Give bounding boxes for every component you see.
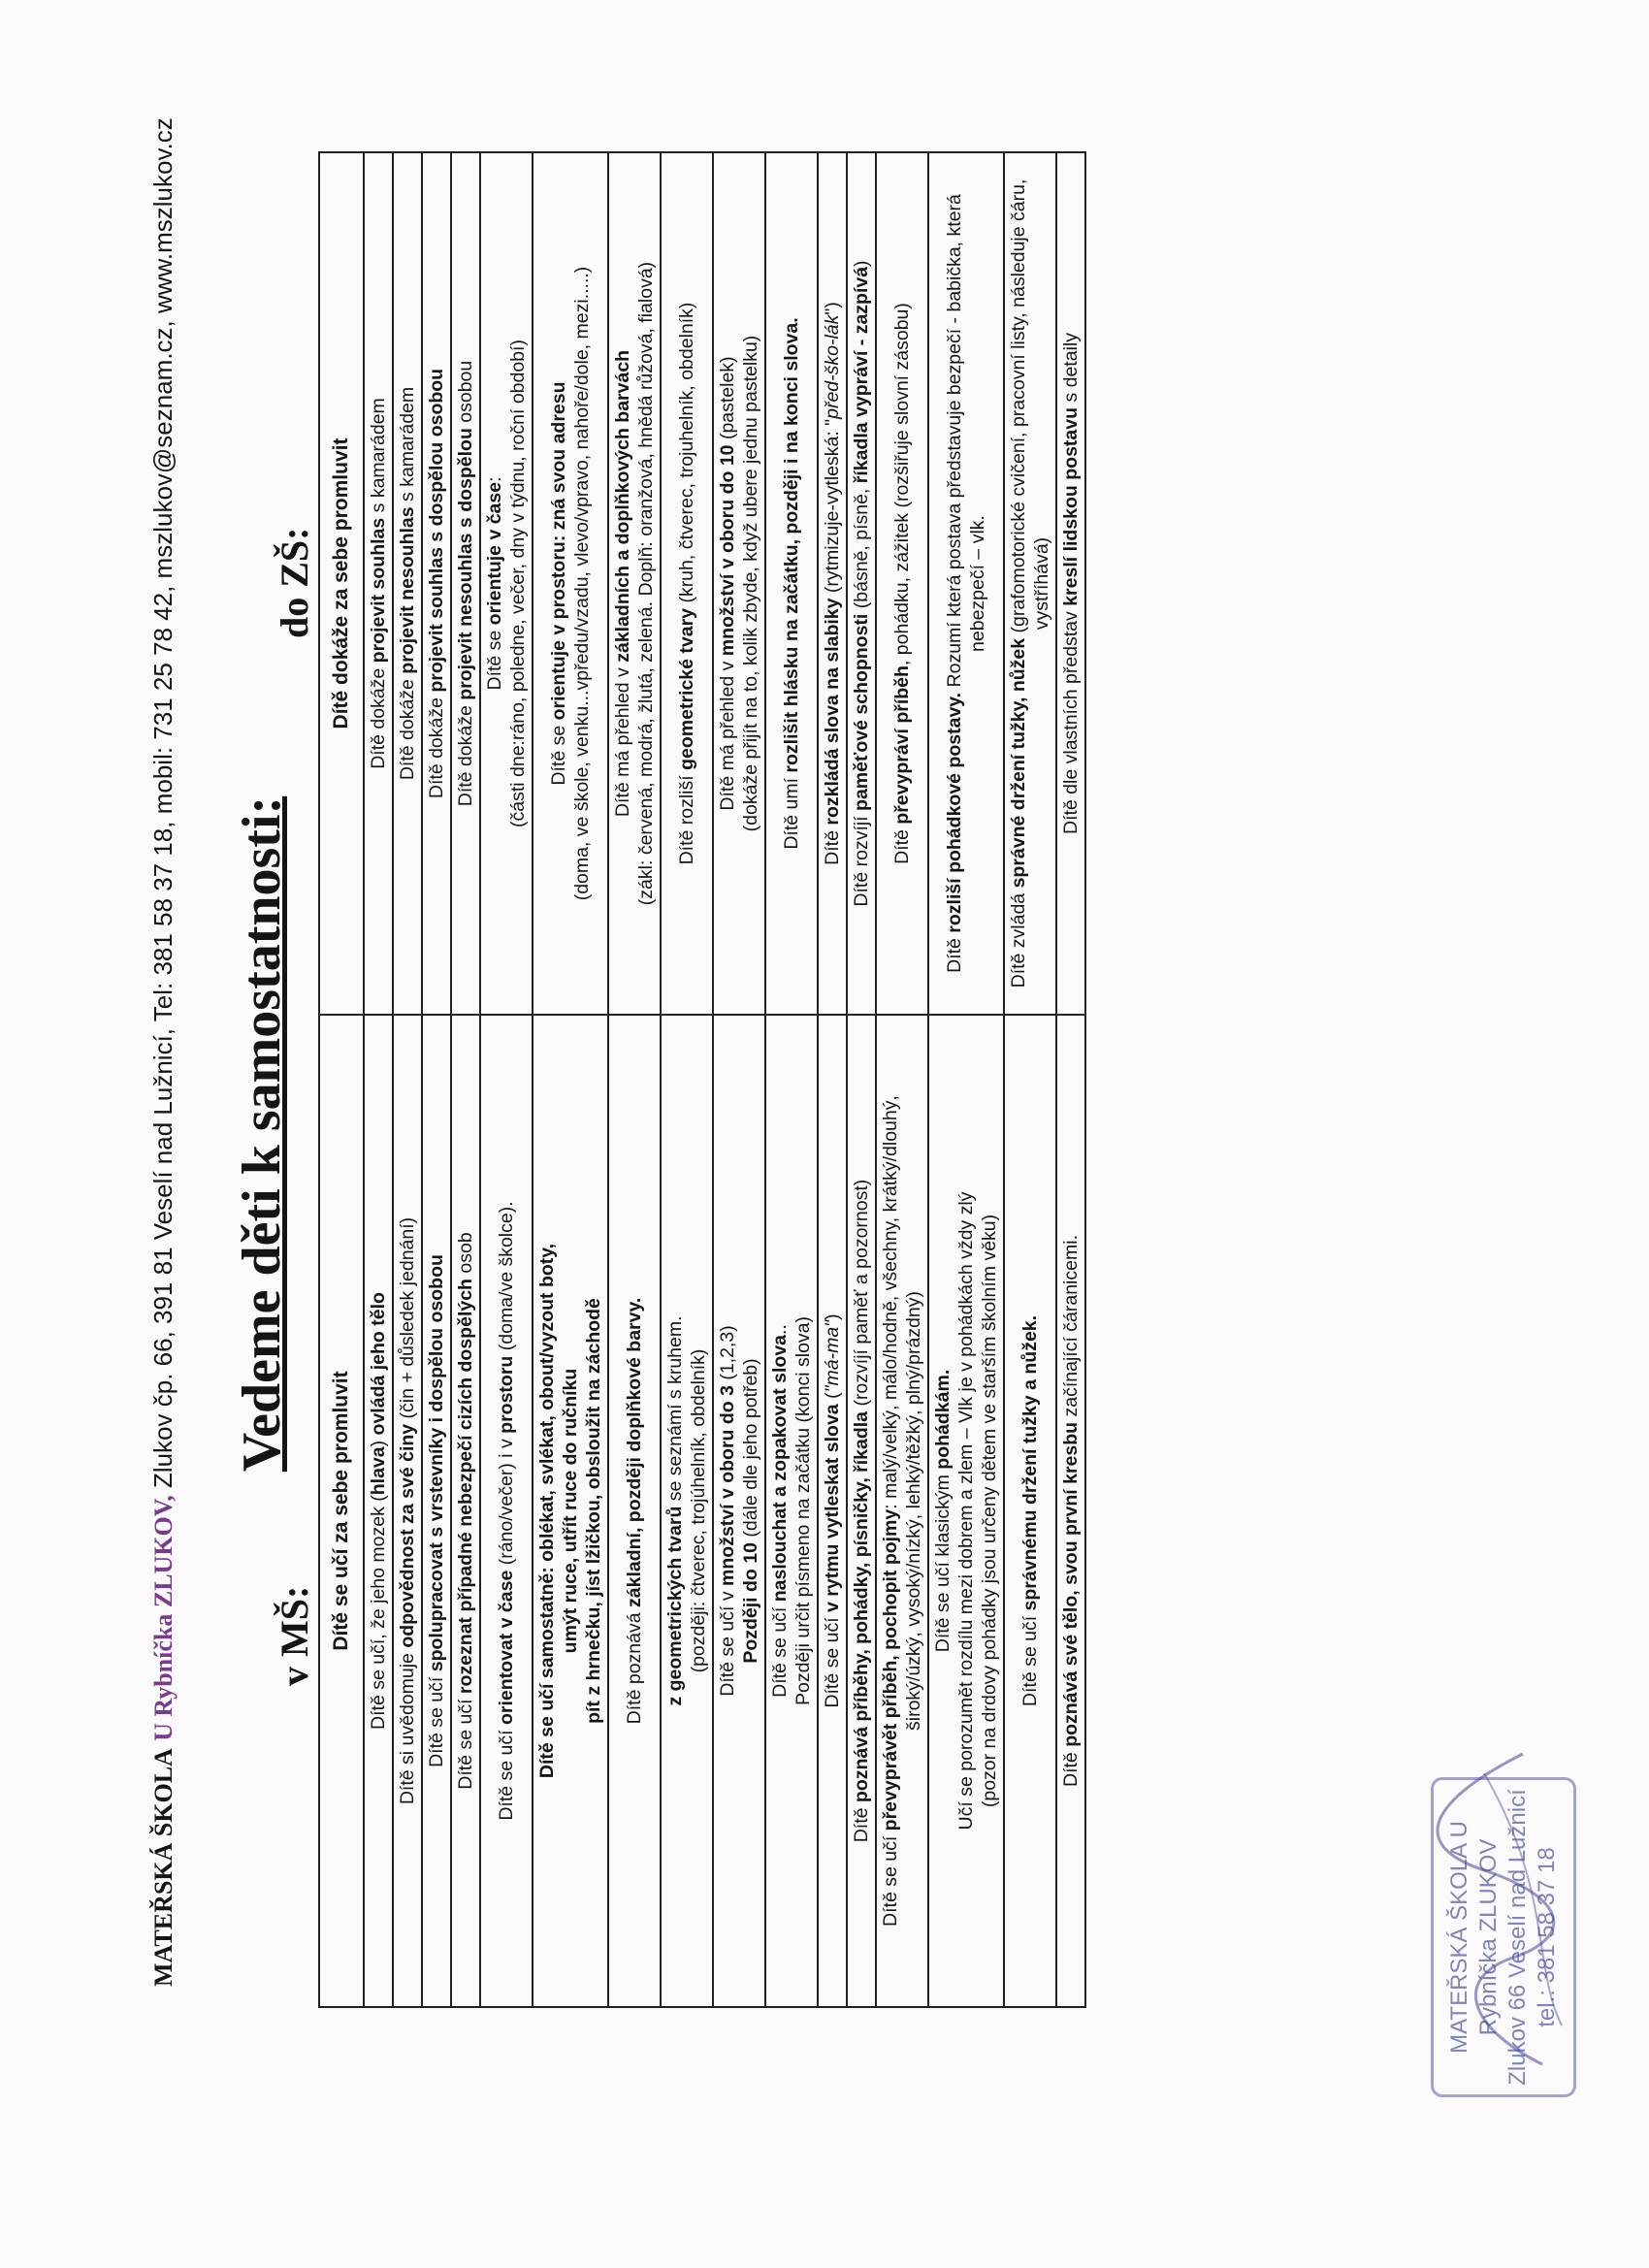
- cell-ms: [928, 1015, 1004, 2007]
- cell-zs: [1056, 152, 1085, 1015]
- table-row: [928, 152, 1004, 2007]
- cell-line: Dítě se učí rozeznat případné nebezpečí cizích dospělých osob: [455, 1232, 476, 1790]
- cell-zs: [661, 152, 713, 1015]
- cell-line: Dítě umí rozlišit hlásku na začátku, později i na konci slova.: [781, 317, 802, 850]
- cell-line: Dítě se orientuje v prostoru: zná svou adresu: [548, 381, 569, 786]
- cell-zs: [319, 152, 364, 1015]
- school-brand: U Rybníčka ZLUKOV,: [149, 1495, 178, 1741]
- cell-line: z geometrických tvarů se seznámí s kruhem.: [664, 1315, 686, 1706]
- cell-zs: [847, 152, 876, 1015]
- cell-line: Dítě dokáže za sebe promluvit: [330, 437, 352, 729]
- table-row: [713, 152, 765, 2007]
- cell-line: Dítě rozkládá slova na slabiky (rytmizuje-vytleská: "před-ško-lák"): [822, 302, 843, 865]
- cell-zs: [364, 152, 393, 1015]
- table-row: [319, 152, 364, 2007]
- cell-line: Dítě se učí převyprávět příběh, pochopit pojmy: malý/velký, málo/hodně, všechny, krátký/dlouhý,: [880, 1095, 901, 1927]
- cell-line: Dítě dokáže projevit nesouhlas s kamarádem: [397, 386, 418, 781]
- school-header: [148, 117, 178, 1987]
- cell-line: Dítě se učí orientovat v čase (ráno/večer) i v prostoru (doma/ve školce).: [496, 1201, 517, 1821]
- cell-line: (části dne:ráno, poledne, večer, dny v týdnu, roční období): [507, 340, 529, 827]
- cell-line: nebezpečí – vlk.: [967, 515, 988, 652]
- cell-zs: [1004, 152, 1056, 1015]
- cell-line: Dítě rozvíjí paměťové schopnosti (básně, písně, říkadla vypráví - zazpívá): [851, 260, 872, 907]
- cell-ms: [422, 1015, 451, 2007]
- cell-line: Později do 10 (dále dle jeho potřeb): [740, 1358, 761, 1664]
- cell-line: Učí se porozumět rozdílu mezi dobrem a zlem – Vlk je v pohádkách vždy zlý: [955, 1191, 977, 1831]
- cell-ms: [1056, 1015, 1085, 2007]
- table-row: [818, 152, 847, 2007]
- cell-ms: [393, 1015, 422, 2007]
- cell-line: (dokáže přijít na to, kolik zbyde, když ubere jednu pastelku): [740, 335, 761, 832]
- cell-line: Dítě si uvědomuje odpovědnost za své činy (čin + důsledek jednání): [397, 1216, 418, 1805]
- cell-zs: [818, 152, 847, 1015]
- table-row: [533, 152, 608, 2007]
- cell-ms: [876, 1015, 928, 2007]
- cell-zs: [451, 152, 480, 1015]
- table-row: [876, 152, 928, 2007]
- cell-line: Dítě se učí správnému držení tužky a nůžek.: [1019, 1314, 1041, 1707]
- school-name: MATEŘSKÁ ŠKOLA: [149, 1748, 178, 1987]
- cell-ms: [847, 1015, 876, 2007]
- cell-line: Dítě poznává základní, později doplňkové barvy.: [624, 1297, 645, 1725]
- cell-ms: [713, 1015, 765, 2007]
- cell-line: Dítě dokáže projevit souhlas s dospělou osobou: [426, 368, 447, 799]
- cell-line: Dítě poznává příběhy, pohádky, písničky, říkadla (rozvíjí paměť a pozornost): [851, 1179, 872, 1843]
- cell-ms: [818, 1015, 847, 2007]
- cell-line: vystříhává): [1031, 536, 1052, 631]
- cell-zs: [480, 152, 533, 1015]
- cell-line: (pozor na drdovy pohádky jsou určeny dětem ve starším školním věku): [979, 1214, 1000, 1808]
- cell-ms: [608, 1015, 661, 2007]
- cell-ms: [319, 1015, 364, 2007]
- table-row: [661, 152, 713, 2007]
- cell-zs: [422, 152, 451, 1015]
- cell-line: Dítě zvládá správné držení tužky, nůžek (grafomotorické cvičení, pracovní listy, následuje čáru,: [1008, 178, 1029, 988]
- cell-line: Dítě se učí naslouchat a zopakovat slova..: [769, 1324, 791, 1698]
- cell-line: Dítě má přehled v základních a doplňkových barvách: [612, 349, 633, 818]
- stamp-line: tel.: 381 58 37 18: [1534, 1847, 1560, 2027]
- cell-line: umýt ruce, utřít ruce do ručníku: [560, 1368, 581, 1654]
- table-row: [847, 152, 876, 2007]
- cell-zs: [608, 152, 661, 1015]
- table-row: [364, 152, 393, 2007]
- cell-line: Dítě se učí samostatně: oblékat, svlékat, obout/vyzout boty,: [536, 1243, 558, 1779]
- cell-zs: [393, 152, 422, 1015]
- cell-line: (později: čtverec, trojúhelník, obdelník): [688, 1348, 709, 1673]
- cell-zs: [928, 152, 1004, 1015]
- column-heading-zs: do ZŠ:: [273, 527, 316, 638]
- cell-line: Dítě se učí za sebe promluvit: [330, 1371, 352, 1651]
- cell-ms: [451, 1015, 480, 2007]
- cell-zs: [713, 152, 765, 1015]
- cell-line: Dítě se orientuje v čase:: [484, 476, 505, 691]
- cell-line: (doma, ve škole, venku...vpředu/vzadu, vlevo/vpravo, nahoře/dole, mezi.....): [571, 266, 593, 901]
- cell-ms: [1004, 1015, 1056, 2007]
- column-heading-ms: v MŠ:: [273, 1585, 316, 1686]
- table-row: [765, 152, 818, 2007]
- table-row: [1004, 152, 1056, 2007]
- table-row: [480, 152, 533, 2007]
- cell-line: Dítě se učí v množství v oboru do 3 (1,2,3): [717, 1325, 738, 1697]
- document-title: Vedeme děti k samostatnosti:: [232, 795, 292, 1473]
- cell-zs: [876, 152, 928, 1015]
- cell-line: Dítě se učí, že jeho mozek (hlava) ovládá jeho tělo: [368, 1292, 389, 1730]
- cell-ms: [533, 1015, 608, 2007]
- cell-line: Dítě dokáže projevit nesouhlas s dospělou osobou: [455, 360, 476, 807]
- cell-ms: [765, 1015, 818, 2007]
- cell-line: (zákl: červená, modrá, žlutá, zelená. Doplň: oranžová, hnědá růžová, fialová): [635, 261, 657, 906]
- cell-ms: [480, 1015, 533, 2007]
- skills-table: [318, 151, 1086, 2008]
- cell-ms: [364, 1015, 393, 2007]
- cell-line: Později určit písmeno na začátku (konci slova): [792, 1315, 814, 1706]
- table-row: [1056, 152, 1085, 2007]
- cell-line: Dítě dokáže projevit souhlas s kamarádem: [368, 398, 389, 769]
- table-row: [608, 152, 661, 2007]
- cell-zs: [533, 152, 608, 1015]
- cell-zs: [765, 152, 818, 1015]
- table-row: [422, 152, 451, 2007]
- cell-line: Dítě se učí klasickým pohádkám.: [932, 1369, 954, 1653]
- cell-line: Dítě se učí v rytmu vytleskat slova ("má-ma"): [822, 1313, 843, 1708]
- cell-line: Dítě má přehled v množství v oboru do 10 (pastelek): [717, 356, 738, 811]
- cell-line: Dítě rozliší pohádkové postavy. Rozumí která postava představuje bezpečí - babička, která: [944, 194, 965, 973]
- cell-ms: [661, 1015, 713, 2007]
- cell-line: Dítě dle vlastních představ kreslí lidskou postavu s detaily: [1060, 333, 1082, 834]
- cell-line: Dítě se učí spolupracovat s vrstevníky i dospělou osobou: [426, 1254, 447, 1767]
- cell-line: Dítě převypráví příběh, pohádku, zážitek (rozšiřuje slovní zásobu): [891, 303, 913, 864]
- cell-line: Dítě rozliší geometrické tvary (kruh, čtverec, trojuhelník, obdelník): [676, 302, 697, 865]
- stamp-line: Zlukov 66 Veselí nad Lužnicí: [1504, 1789, 1531, 2086]
- school-contact: Zlukov čp. 66, 391 81 Veselí nad Lužnicí, Tel: 381 58 37 18, mobil: 731 25 78 42, mszlukov@seznam.cz, www.mszlukov.cz: [148, 117, 178, 1489]
- stamp-line: MATEŘSKÁ ŠKOLA U Rybníčka ZLUKOV: [1446, 1821, 1502, 2054]
- cell-line: pít z hrnečku, jíst lžičkou, obsloužit na záchodě: [583, 1298, 604, 1724]
- signature-mark: [1426, 1734, 1591, 2084]
- cell-line: široký/úzký, vysoký/nízký, lehký/těžký, plný/prázdný): [903, 1291, 924, 1731]
- table-row: [393, 152, 422, 2007]
- table-row: [451, 152, 480, 2007]
- cell-line: Dítě poznává své tělo, svou první kresbu začínající čáranicemi.: [1060, 1235, 1082, 1787]
